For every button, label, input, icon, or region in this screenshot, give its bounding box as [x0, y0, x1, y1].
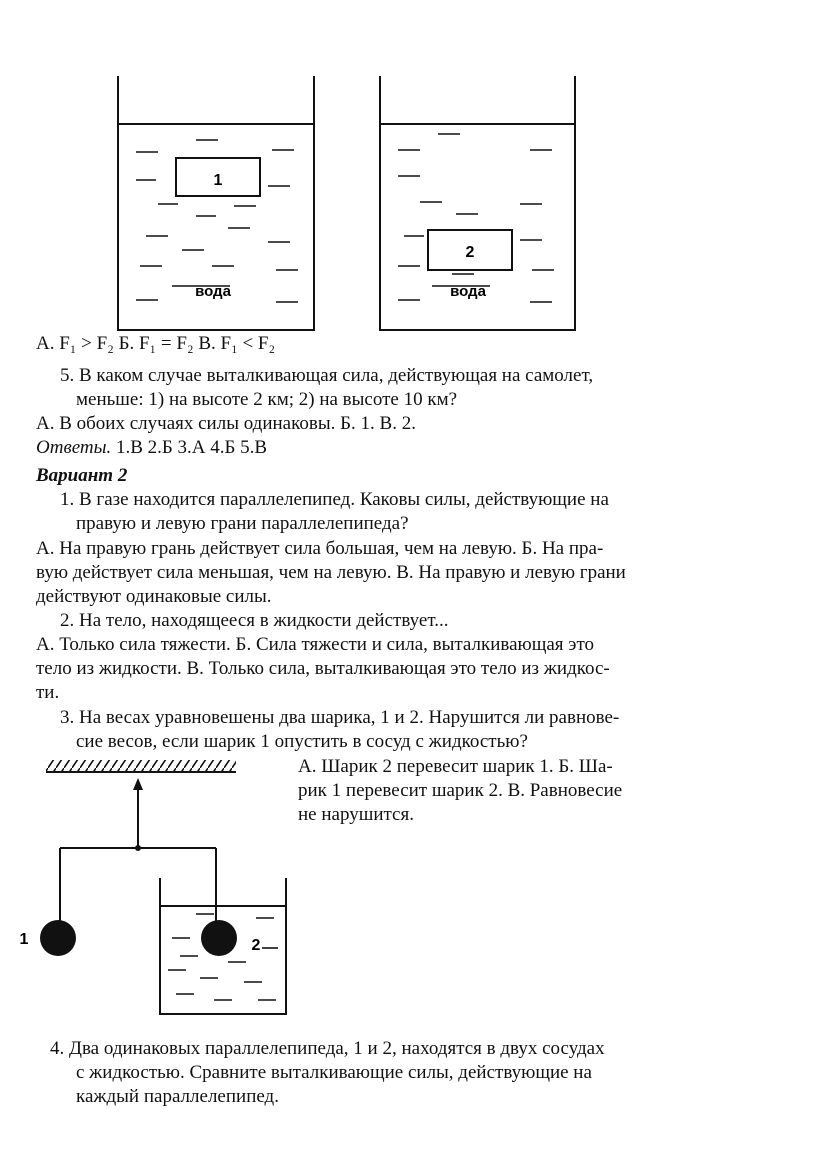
v2q2-opt1: А. Только сила тяжести. Б. Сила тяжести и сила, выталкивающая это: [36, 634, 594, 655]
variant-title: Вариант 2: [36, 465, 128, 486]
q4-options: А. F₁ > F₂ Б. F₁ = F₂ В. F₁ < F₂: [36, 333, 276, 354]
beam-pivot: [135, 845, 141, 851]
v2q1-opt1: А. На правую грань действует сила большая, чем на левую. Б. На пра-: [36, 538, 604, 559]
water-label-1: вода: [195, 283, 231, 300]
v2q2-opt3: ти.: [36, 682, 60, 703]
q5-line2: меньше: 1) на высоте 2 км; 2) на высоте 10 км?: [76, 389, 458, 410]
answers-label: Ответы.: [36, 437, 112, 458]
answers-text: 1.В 2.Б 3.А 4.Б 5.В: [111, 437, 268, 458]
v2q1-line2: правую и левую грани параллелепипеда?: [76, 513, 409, 534]
box-2-label: 2: [465, 244, 475, 261]
v2q3-opt3: не нарушится.: [298, 804, 414, 825]
v2q3-opt2: рик 1 перевесит шарик 2. В. Равновесие: [298, 780, 623, 801]
v2q1-opt3: действуют одинаковые силы.: [36, 586, 272, 607]
ball-2-label: 2: [251, 937, 261, 954]
v2q4-line3: каждый параллелепипед.: [76, 1086, 279, 1107]
ball-1-label: 1: [19, 931, 29, 948]
v2q4-line1: 4. Два одинаковых параллелепипеда, 1 и 2, находятся в двух сосудах: [50, 1038, 605, 1059]
water-label-2: вода: [450, 283, 486, 300]
v2q3-line2: сие весов, если шарик 1 опустить в сосуд с жидкостью?: [76, 731, 528, 752]
v2q1-opt2: вую действует сила меньшая, чем на левую. В. На правую и левую грани: [36, 562, 626, 583]
ball-1: [40, 920, 76, 956]
v2q4-line2: с жидкостью. Сравните выталкивающие силы, действующие на: [76, 1062, 592, 1083]
vessels-figure: [0, 0, 816, 360]
water-dashes: [136, 134, 554, 302]
q5-options: А. В обоих случаях силы одинаковы. Б. 1. В. 2.: [36, 413, 416, 434]
ceiling-hatch: [46, 760, 236, 772]
answers-line: [36, 436, 267, 460]
box-1-label: 1: [213, 172, 223, 189]
v2q2-opt2: тело из жидкости. В. Только сила, выталкивающая это тело из жидкос-: [36, 658, 610, 679]
liquid-vessel: [160, 878, 286, 1014]
v2q2-line1: 2. На тело, находящееся в жидкости действует...: [60, 610, 449, 631]
arrow-up-icon: [133, 778, 143, 790]
v2q3-opt1: А. Шарик 2 перевесит шарик 1. Б. Ша-: [298, 756, 613, 777]
ball-2: [201, 920, 237, 956]
v2q1-line1: 1. В газе находится параллелепипед. Каковы силы, действующие на: [60, 489, 609, 510]
liquid-dashes: [168, 914, 278, 1000]
v2q3-line1: 3. На весах уравновешены два шарика, 1 и 2. Нарушится ли равнове-: [60, 707, 620, 728]
q5-line1: 5. В каком случае выталкивающая сила, действующая на самолет,: [60, 365, 594, 386]
